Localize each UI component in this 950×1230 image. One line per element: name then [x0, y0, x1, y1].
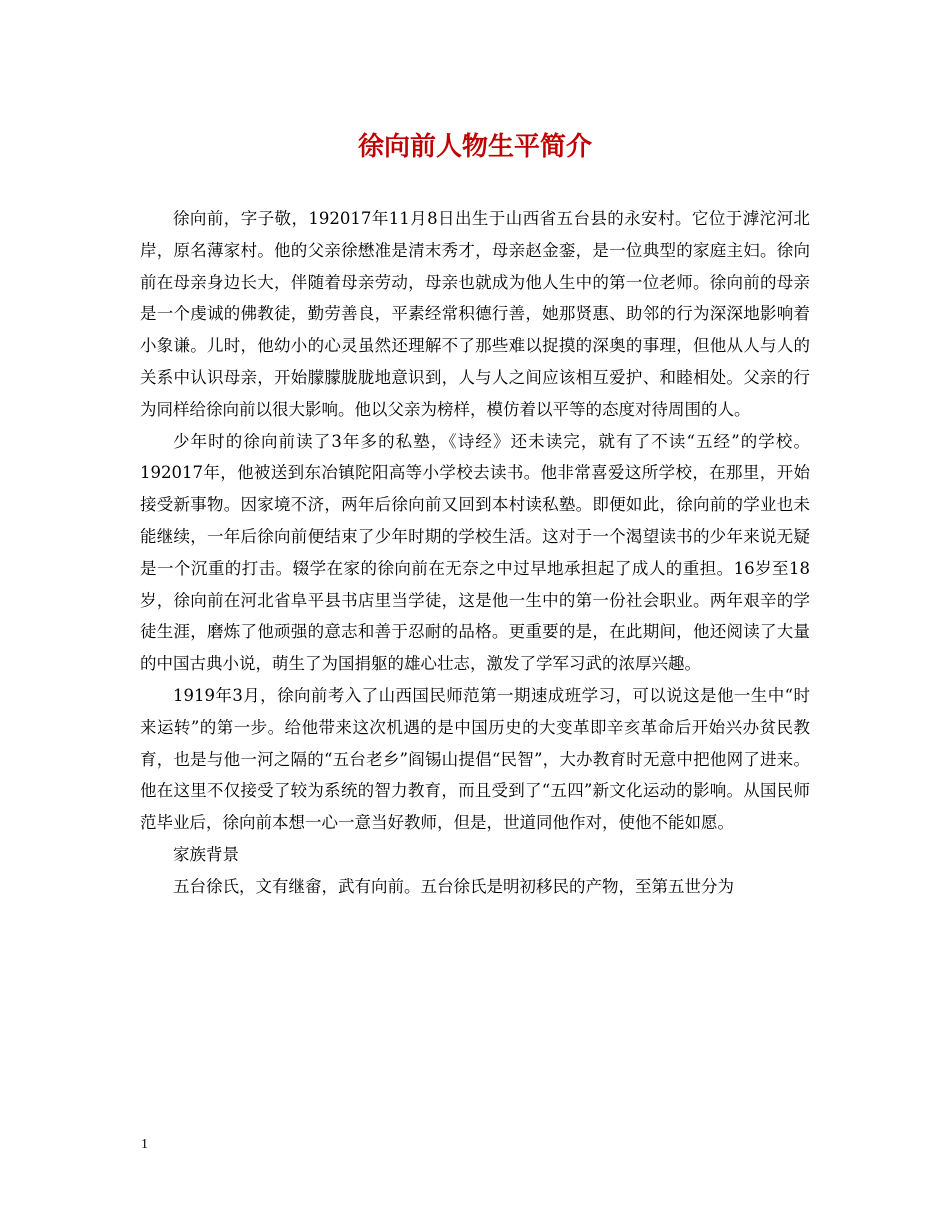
paragraph-normal-school: 1919年3月，徐向前考入了山西国民师范第一期速成班学习，可以说这是他一生中“时来运转”的第一步。给他带来这次机遇的是中国历史的大变革即辛亥革命后开始兴办贫民教育，也是与他一河之隔的“五台老乡”阎锡山提倡“民智”，大办教育时无意中把他网了进来。他在这里不仅接受了较为系统的智力教育，而且受到了“五四”新文化运动的影响。从国民师范毕业后，徐向前本想一心一意当好教师，但是，世道同他作对，使他不能如愿。: [140, 685, 810, 833]
paragraph-family: 五台徐氏，文有继畲，武有向前。五台徐氏是明初移民的产物，至第五世分为: [173, 876, 734, 896]
paragraph-youth: 少年时的徐向前读了3年多的私塾，《诗经》还未读完，就有了不读“五经”的学校。192017年，他被送到东冶镇陀阳高等小学校去读书。他非常喜爱这所学校，在那里，开始接受新事物。因家境不济，两年后徐向前又回到本村读私塾。即便如此，徐向前的学业也未能继续，一年后徐向前便结束了少年时期的学校生活。这对于一个渴望读书的少年来说无疑是一个沉重的打击。辍学在家的徐向前在无奈之中过早地承担起了成人的重担。16岁至18岁，徐向前在河北省阜平县书店里当学徒，这是他一生中的第一份社会职业。两年艰辛的学徒生涯，磨炼了他顽强的意志和善于忍耐的品格。更重要的是，在此期间，他还阅读了大量的中国古典小说，萌生了为国捐躯的雄心壮志，激发了学军习武的浓厚兴趣。: [140, 431, 810, 674]
page-number: 1: [141, 1137, 148, 1152]
section-heading-family: 家族背景: [173, 844, 239, 864]
paragraph-early-life: 徐向前，字子敬，192017年11月8日出生于山西省五台县的永安村。它位于滹沱河北岸，原名薄家村。他的父亲徐懋准是清末秀才，母亲赵金銮，是一位典型的家庭主妇。徐向前在母亲身边长大，伴随着母亲劳动，母亲也就成为他人生中的第一位老师。徐向前的母亲是一个虔诚的佛教徒，勤劳善良，平素经常积德行善，她那贤惠、助邻的行为深深地影响着小象谦。儿时，他幼小的心灵虽然还理解不了那些难以捉摸的深奥的事理，但他从人与人的关系中认识母亲，开始朦朦胧胧地意识到，人与人之间应该相互爱护、和睦相处。父亲的行为同样给徐向前以很大影响。他以父亲为榜样，模仿着以平等的态度对待周围的人。: [140, 209, 810, 419]
document-title: 徐向前人物生平简介: [357, 132, 592, 162]
document-body: [140, 203, 810, 903]
